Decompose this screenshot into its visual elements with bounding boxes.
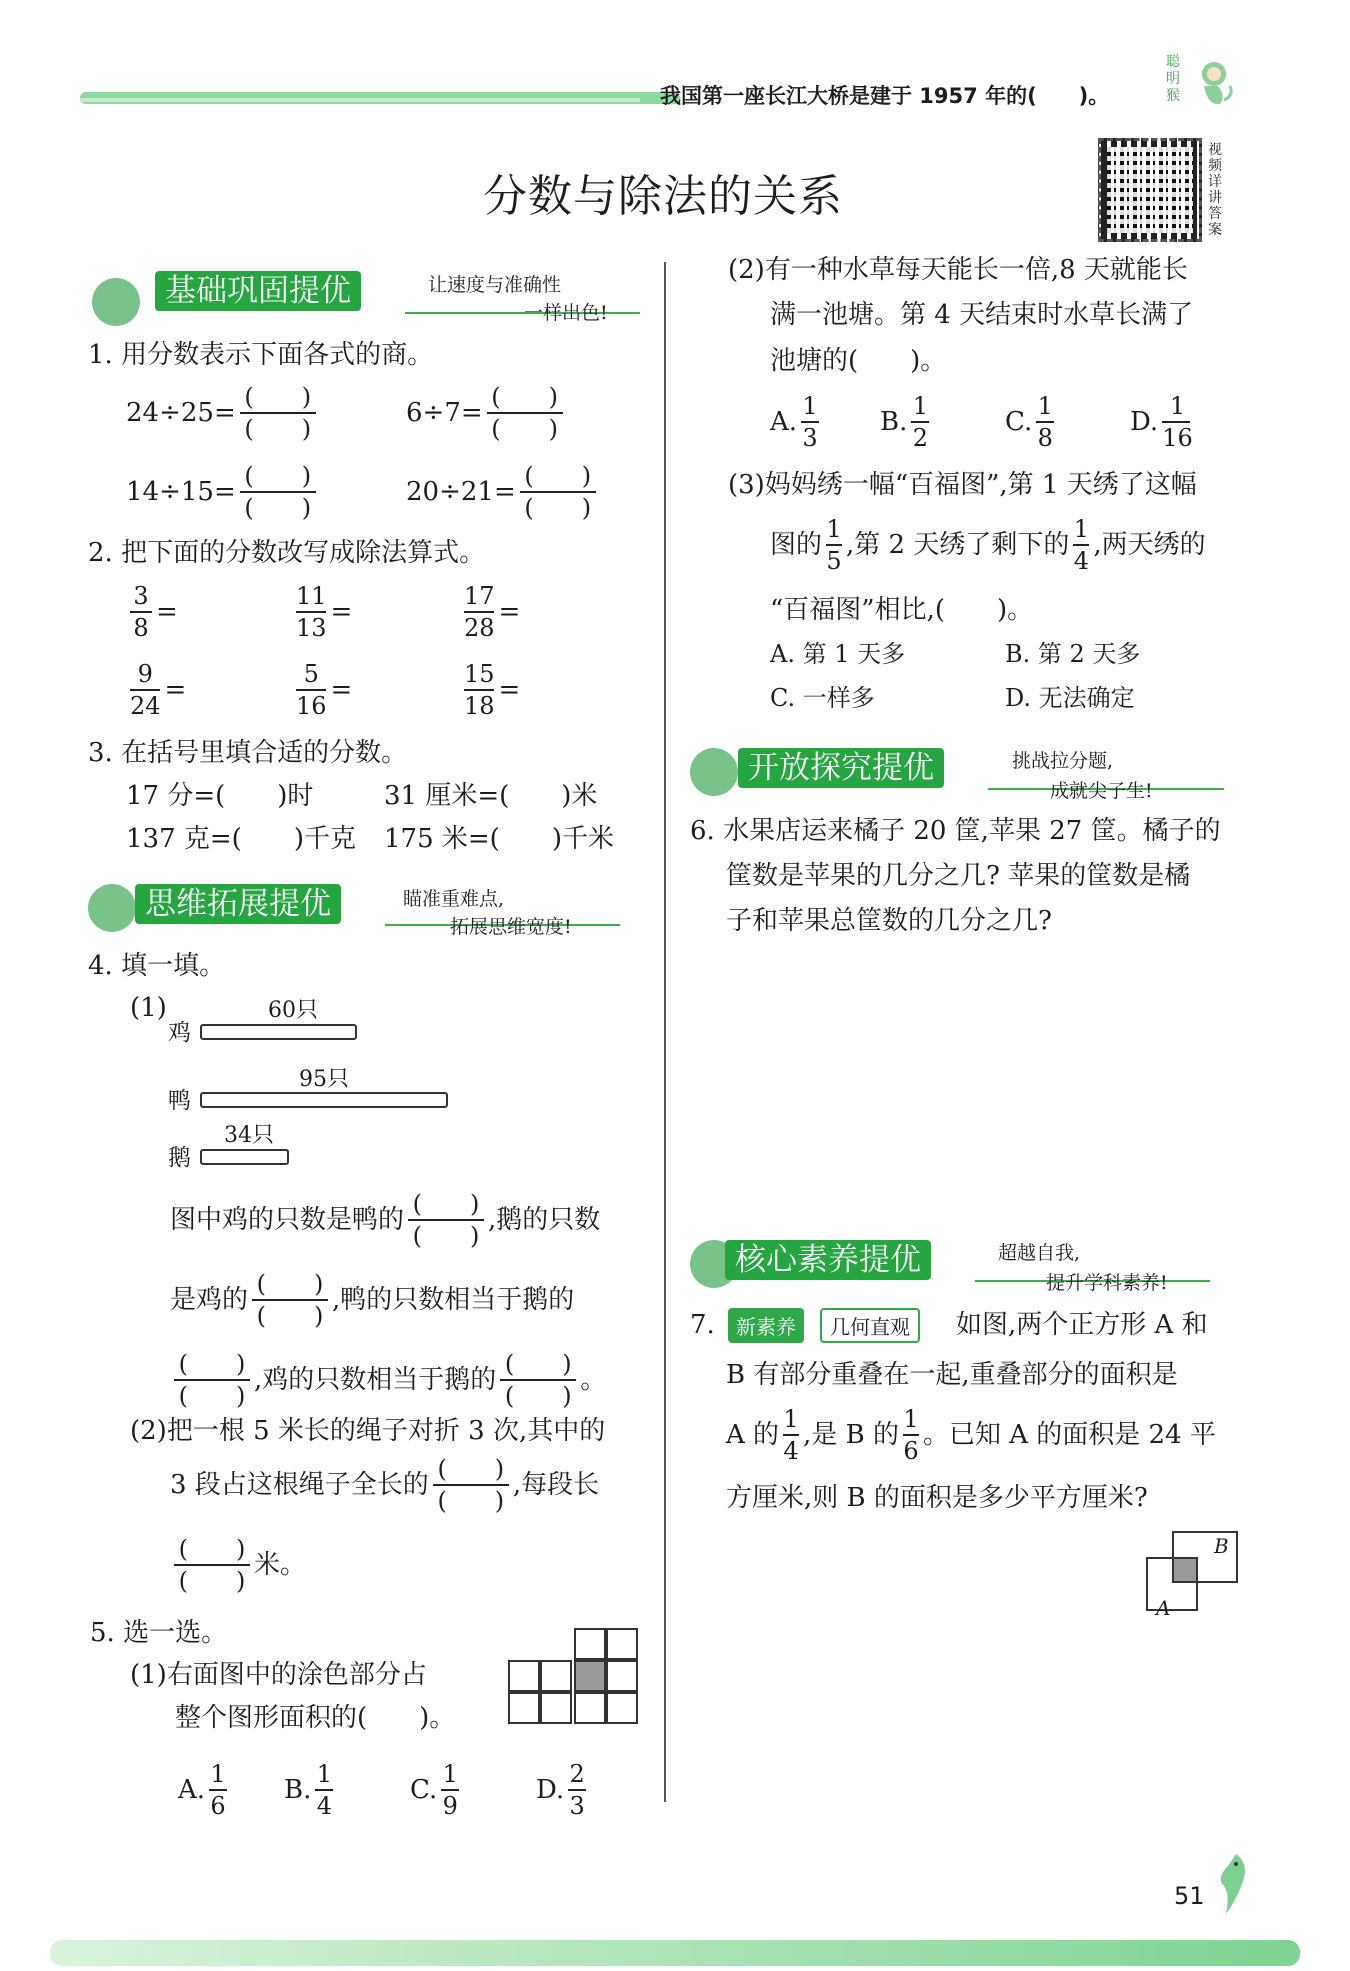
q5-2-option-b[interactable]: B. $\frac{1}{2}$ xyxy=(880,392,929,452)
q5-sub3-line2: 图的 $\frac{1}{5}$ ,第 2 天绣了剩下的 $\frac{1}{4}$ ,两天绣的 xyxy=(770,515,1206,575)
geometry-badge: 几何直观 xyxy=(820,1308,920,1343)
q6-line2: 筐数是苹果的几分之几? 苹果的筐数是橘 xyxy=(726,861,1191,891)
label-a: A xyxy=(1156,1596,1171,1620)
q5-sub2-line3: 池塘的( )。 xyxy=(770,346,947,376)
q1-item-3: 14÷15= $\frac{( )}{( )}$ xyxy=(126,462,320,522)
footer-band xyxy=(50,1940,1300,1966)
header-band-accent xyxy=(80,98,640,102)
q3-item-4: 175 米=( )千米 xyxy=(384,824,614,854)
q5-3-option-d[interactable]: D. 无法确定 xyxy=(1005,684,1135,712)
slogan-line2: 拓展思维宽度! xyxy=(450,916,572,938)
q5-3-option-a[interactable]: A. 第 1 天多 xyxy=(770,640,906,668)
q2-fraction-6: $\frac{15}{18}$ = xyxy=(464,660,521,720)
trivia-question: 我国第一座长江大桥是建于 1957 年的( )。 xyxy=(660,84,1110,108)
question-3-prompt: 3. 在括号里填合适的分数。 xyxy=(88,738,408,768)
q5-option-b[interactable]: B. $\frac{1}{4}$ xyxy=(284,1760,333,1820)
boy-mascot-icon xyxy=(92,278,140,326)
slogan-line1: 挑战拉分题, xyxy=(1012,750,1114,772)
goose-bar xyxy=(200,1149,289,1165)
monkey-mascot-icon xyxy=(1180,56,1236,112)
q5-option-c[interactable]: C. $\frac{1}{9}$ xyxy=(410,1760,458,1820)
qr-label: 视频详讲答案 xyxy=(1208,142,1222,238)
q1-item-4: 20÷21= $\frac{( )}{( )}$ xyxy=(406,462,600,522)
slogan-line1: 瞄准重难点, xyxy=(403,888,505,910)
goose-count: 34只 xyxy=(224,1123,274,1148)
q3-item-1: 17 分=( )时 xyxy=(126,781,314,811)
question-1-prompt: 1. 用分数表示下面各式的商。 xyxy=(88,340,434,370)
q2-fraction-2: $\frac{11}{13}$ = xyxy=(296,582,353,642)
q5-option-d[interactable]: D. $\frac{2}{3}$ xyxy=(536,1760,585,1820)
q2-fraction-1: $\frac{3}{8}$ = xyxy=(126,582,178,642)
dolphin-icon xyxy=(1206,1850,1256,1920)
question-5-prompt: 5. 选一选。 xyxy=(90,1618,228,1648)
slogan-line2: 成就尖子生! xyxy=(1050,780,1153,802)
q5-sub3-line1: (3)妈妈绣一幅“百福图”,第 1 天绣了这幅 xyxy=(728,470,1197,500)
girl-mascot-icon xyxy=(88,884,136,932)
q5-option-a[interactable]: A. $\frac{1}{6}$ xyxy=(178,1760,226,1820)
question-2-prompt: 2. 把下面的分数改写成除法算式。 xyxy=(88,538,486,568)
q3-item-2: 31 厘米=( )米 xyxy=(384,781,598,811)
q4-sub2-line1: (2)把一根 5 米长的绳子对折 3 次,其中的 xyxy=(130,1416,606,1446)
q5-sub2-line1: (2)有一种水草每天能长一倍,8 天就能长 xyxy=(728,255,1188,285)
q2-fraction-5: $\frac{5}{16}$ = xyxy=(296,660,353,720)
section-banner-basic: 基础巩固提优 xyxy=(155,271,361,311)
label-b: B xyxy=(1214,1534,1229,1558)
slogan-line2: 一样出色! xyxy=(524,302,608,324)
q4-sentence-2: 是鸡的 $\frac{( )}{( )}$ ,鸭的只数相当于鹅的 xyxy=(170,1270,575,1330)
q5-3-option-c[interactable]: C. 一样多 xyxy=(770,684,875,712)
goose-label: 鹅 xyxy=(168,1145,191,1171)
q4-sub2-line2: 3 段占这根绳子全长的 $\frac{( )}{( )}$ ,每段长 xyxy=(170,1455,600,1515)
shaded-grid-figure xyxy=(508,1628,640,1728)
q5-sub1-line2: 整个图形面积的( )。 xyxy=(175,1703,456,1733)
q5-sub1-line1: (1)右面图中的涂色部分占 xyxy=(130,1660,427,1690)
duck-count: 95只 xyxy=(299,1067,349,1092)
section-banner-explore: 开放探究提优 xyxy=(738,748,944,788)
q6-line3: 子和苹果总筐数的几分之几? xyxy=(726,906,1052,936)
slogan-line2: 提升学科素养! xyxy=(1046,1272,1168,1294)
chicken-bar xyxy=(200,1024,357,1040)
q5-sub3-line3: “百福图”相比,( )。 xyxy=(770,595,1034,625)
page-number: 51 xyxy=(1174,1882,1205,1910)
qr-code-icon[interactable] xyxy=(1098,138,1202,242)
duck-label: 鸭 xyxy=(168,1088,191,1114)
q5-2-option-d[interactable]: D. $\frac{1}{16}$ xyxy=(1130,392,1193,452)
q6-line1: 6. 水果店运来橘子 20 筐,苹果 27 筐。橘子的 xyxy=(690,816,1221,846)
slogan-line1: 让速度与准确性 xyxy=(428,274,562,296)
q2-fraction-3: $\frac{17}{28}$ = xyxy=(464,582,521,642)
q4-sentence-3: $\frac{( )}{( )}$ ,鸡的只数相当于鹅的 $\frac{( )}{( )}$ 。 xyxy=(170,1350,606,1410)
new-literacy-badge: 新素养 xyxy=(728,1308,804,1343)
duck-bar xyxy=(200,1092,448,1108)
slogan-line1: 超越自我, xyxy=(998,1242,1081,1264)
kid-mascot-icon xyxy=(690,748,738,796)
q7-line4: 方厘米,则 B 的面积是多少平方厘米? xyxy=(726,1483,1148,1513)
mascot-name: 聪明猴 xyxy=(1166,54,1180,104)
q7-line1: 如图,两个正方形 A 和 xyxy=(956,1310,1208,1340)
q5-sub2-line2: 满一池塘。第 4 天结束时水草长满了 xyxy=(770,300,1194,330)
q4-sub1-label: (1) xyxy=(130,993,167,1023)
q3-item-3: 137 克=( )千克 xyxy=(126,824,356,854)
q7-number: 7. xyxy=(690,1310,715,1340)
q5-3-option-b[interactable]: B. 第 2 天多 xyxy=(1005,640,1141,668)
question-4-prompt: 4. 填一填。 xyxy=(88,951,226,981)
q2-fraction-4: $\frac{9}{24}$ = xyxy=(130,660,187,720)
q5-2-option-c[interactable]: C. $\frac{1}{8}$ xyxy=(1005,392,1053,452)
q7-line2: B 有部分重叠在一起,重叠部分的面积是 xyxy=(726,1360,1178,1390)
column-divider xyxy=(664,262,666,1802)
page-title: 分数与除法的关系 xyxy=(483,171,843,222)
q1-item-2: 6÷7= $\frac{( )}{( )}$ xyxy=(406,383,567,443)
q4-sub2-line3: $\frac{( )}{( )}$ 米。 xyxy=(170,1535,306,1595)
q5-2-option-a[interactable]: A. $\frac{1}{3}$ xyxy=(770,392,818,452)
q1-item-1: 24÷25= $\frac{( )}{( )}$ xyxy=(126,383,320,443)
q4-sentence-1: 图中鸡的只数是鸭的 $\frac{( )}{( )}$ ,鹅的只数 xyxy=(170,1190,601,1250)
chicken-count: 60只 xyxy=(268,998,318,1023)
chicken-label: 鸡 xyxy=(168,1020,191,1046)
section-banner-thinking: 思维拓展提优 xyxy=(135,884,341,924)
section-banner-core: 核心素养提优 xyxy=(725,1240,931,1280)
q7-line3: A 的 $\frac{1}{4}$ ,是 B 的 $\frac{1}{6}$ 。已知 A 的面积是 24 平 xyxy=(726,1405,1216,1465)
